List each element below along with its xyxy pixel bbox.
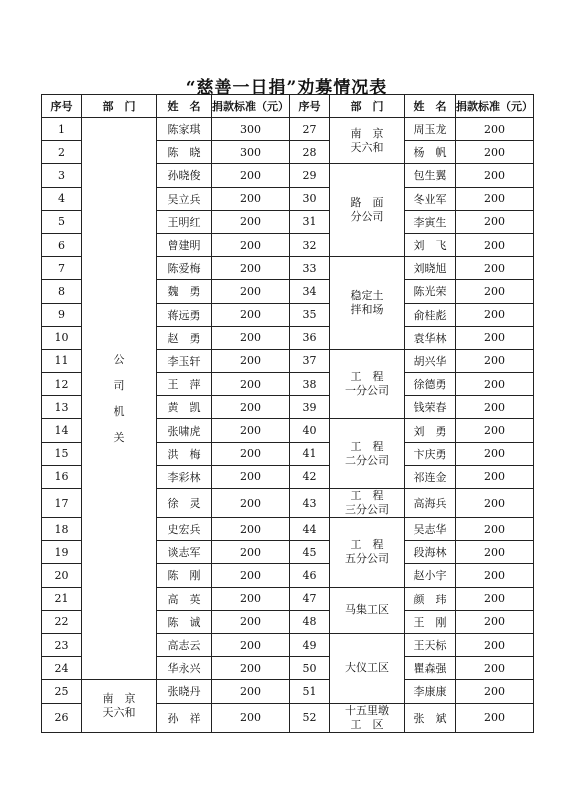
donation-amount: 200 bbox=[212, 373, 290, 396]
donation-amount: 200 bbox=[212, 280, 290, 303]
person-name: 周玉龙 bbox=[405, 118, 456, 141]
person-name: 孙 祥 bbox=[157, 703, 212, 732]
donation-amount: 200 bbox=[456, 233, 534, 256]
person-name: 俞桂彪 bbox=[405, 303, 456, 326]
row-number: 12 bbox=[42, 373, 82, 396]
donation-amount: 200 bbox=[456, 257, 534, 280]
donation-amount: 200 bbox=[212, 257, 290, 280]
donation-amount: 200 bbox=[212, 326, 290, 349]
donation-amount: 200 bbox=[212, 703, 290, 732]
header-dept: 部 门 bbox=[82, 95, 157, 118]
row-number: 10 bbox=[42, 326, 82, 349]
person-name: 赵 勇 bbox=[157, 326, 212, 349]
person-name: 颜 玮 bbox=[405, 587, 456, 610]
donation-amount: 200 bbox=[456, 610, 534, 633]
row-number: 39 bbox=[290, 396, 330, 419]
person-name: 杨 帆 bbox=[405, 141, 456, 164]
donation-amount: 200 bbox=[456, 680, 534, 703]
donation-amount: 200 bbox=[212, 396, 290, 419]
row-number: 51 bbox=[290, 680, 330, 703]
person-name: 陈 诚 bbox=[157, 610, 212, 633]
person-name: 段海林 bbox=[405, 541, 456, 564]
person-name: 袁华林 bbox=[405, 326, 456, 349]
row-number: 1 bbox=[42, 118, 82, 141]
donation-amount: 200 bbox=[212, 564, 290, 587]
row-number: 47 bbox=[290, 587, 330, 610]
donation-amount: 200 bbox=[456, 187, 534, 210]
row-number: 3 bbox=[42, 164, 82, 187]
department-char: 机 bbox=[113, 404, 125, 418]
row-number: 23 bbox=[42, 633, 82, 656]
person-name: 胡兴华 bbox=[405, 349, 456, 372]
donation-amount: 200 bbox=[212, 233, 290, 256]
row-number: 17 bbox=[42, 489, 82, 518]
row-number: 35 bbox=[290, 303, 330, 326]
person-name: 陈 晓 bbox=[157, 141, 212, 164]
donation-amount: 200 bbox=[212, 442, 290, 465]
donation-table bbox=[41, 94, 534, 733]
person-name: 赵小宇 bbox=[405, 564, 456, 587]
donation-amount: 200 bbox=[456, 280, 534, 303]
person-name: 王 萍 bbox=[157, 373, 212, 396]
row-number: 48 bbox=[290, 610, 330, 633]
person-name: 包生翼 bbox=[405, 164, 456, 187]
row-number: 33 bbox=[290, 257, 330, 280]
donation-amount: 200 bbox=[456, 141, 534, 164]
table-row bbox=[42, 118, 534, 141]
person-name: 刘 勇 bbox=[405, 419, 456, 442]
person-name: 钱荣春 bbox=[405, 396, 456, 419]
person-name: 卞庆勇 bbox=[405, 442, 456, 465]
row-number: 41 bbox=[290, 442, 330, 465]
page-title: “慈善一日捐”劝募情况表 bbox=[185, 78, 388, 98]
row-number: 46 bbox=[290, 564, 330, 587]
donation-amount: 200 bbox=[456, 489, 534, 518]
department-cell bbox=[82, 118, 157, 680]
row-number: 13 bbox=[42, 396, 82, 419]
donation-amount: 300 bbox=[212, 118, 290, 141]
department-char: 关 bbox=[113, 430, 125, 444]
department-cell: 工 程 三分公司 bbox=[330, 489, 405, 518]
row-number: 20 bbox=[42, 564, 82, 587]
donation-amount: 200 bbox=[212, 210, 290, 233]
person-name: 吴志华 bbox=[405, 518, 456, 541]
person-name: 吴立兵 bbox=[157, 187, 212, 210]
donation-amount: 200 bbox=[456, 396, 534, 419]
person-name: 李玉轩 bbox=[157, 349, 212, 372]
row-number: 29 bbox=[290, 164, 330, 187]
header-no: 序号 bbox=[290, 95, 330, 118]
department-cell: 工 程 一分公司 bbox=[330, 349, 405, 419]
person-name: 张 斌 bbox=[405, 703, 456, 732]
person-name: 李康康 bbox=[405, 680, 456, 703]
row-number: 15 bbox=[42, 442, 82, 465]
person-name: 瞿森强 bbox=[405, 657, 456, 680]
table-row bbox=[42, 680, 534, 703]
donation-amount: 200 bbox=[212, 657, 290, 680]
row-number: 6 bbox=[42, 233, 82, 256]
row-number: 14 bbox=[42, 419, 82, 442]
donation-amount: 200 bbox=[456, 564, 534, 587]
row-number: 9 bbox=[42, 303, 82, 326]
donation-amount: 200 bbox=[456, 118, 534, 141]
header-amount: 捐款标准（元） bbox=[456, 95, 534, 118]
donation-amount: 200 bbox=[212, 164, 290, 187]
department-cell: 南 京 天六和 bbox=[330, 118, 405, 164]
department-cell: 路 面 分公司 bbox=[330, 164, 405, 257]
header-no: 序号 bbox=[42, 95, 82, 118]
person-name: 谈志军 bbox=[157, 541, 212, 564]
person-name: 王明红 bbox=[157, 210, 212, 233]
person-name: 冬业军 bbox=[405, 187, 456, 210]
person-name: 刘晓旭 bbox=[405, 257, 456, 280]
donation-amount: 200 bbox=[456, 657, 534, 680]
donation-amount: 200 bbox=[212, 541, 290, 564]
donation-amount: 200 bbox=[456, 210, 534, 233]
row-number: 11 bbox=[42, 349, 82, 372]
person-name: 张晓丹 bbox=[157, 680, 212, 703]
person-name: 孙晓俊 bbox=[157, 164, 212, 187]
donation-amount: 200 bbox=[212, 489, 290, 518]
person-name: 洪 梅 bbox=[157, 442, 212, 465]
row-number: 16 bbox=[42, 465, 82, 488]
row-number: 26 bbox=[42, 703, 82, 732]
row-number: 28 bbox=[290, 141, 330, 164]
row-number: 7 bbox=[42, 257, 82, 280]
person-name: 祁连金 bbox=[405, 465, 456, 488]
department-cell: 大仪工区 bbox=[330, 633, 405, 703]
donation-amount: 200 bbox=[212, 303, 290, 326]
header-name: 姓 名 bbox=[405, 95, 456, 118]
person-name: 魏 勇 bbox=[157, 280, 212, 303]
person-name: 陈 刚 bbox=[157, 564, 212, 587]
row-number: 38 bbox=[290, 373, 330, 396]
row-number: 49 bbox=[290, 633, 330, 656]
person-name: 陈光荣 bbox=[405, 280, 456, 303]
person-name: 李寅生 bbox=[405, 210, 456, 233]
department-cell: 马集工区 bbox=[330, 587, 405, 633]
row-number: 31 bbox=[290, 210, 330, 233]
person-name: 陈爱梅 bbox=[157, 257, 212, 280]
table-body bbox=[42, 118, 534, 733]
department-cell: 稳定土 拌和场 bbox=[330, 257, 405, 350]
person-name: 张啸虎 bbox=[157, 419, 212, 442]
row-number: 22 bbox=[42, 610, 82, 633]
person-name: 高 英 bbox=[157, 587, 212, 610]
row-number: 45 bbox=[290, 541, 330, 564]
donation-amount: 200 bbox=[456, 518, 534, 541]
person-name: 刘 飞 bbox=[405, 233, 456, 256]
row-number: 4 bbox=[42, 187, 82, 210]
department-char: 公 bbox=[113, 352, 125, 366]
donation-amount: 200 bbox=[456, 326, 534, 349]
row-number: 40 bbox=[290, 419, 330, 442]
donation-amount: 200 bbox=[456, 587, 534, 610]
row-number: 44 bbox=[290, 518, 330, 541]
row-number: 34 bbox=[290, 280, 330, 303]
header-name: 姓 名 bbox=[157, 95, 212, 118]
row-number: 30 bbox=[290, 187, 330, 210]
donation-amount: 200 bbox=[212, 680, 290, 703]
person-name: 王 刚 bbox=[405, 610, 456, 633]
donation-amount: 200 bbox=[456, 373, 534, 396]
donation-amount: 200 bbox=[456, 442, 534, 465]
header-row bbox=[42, 95, 534, 118]
donation-amount: 200 bbox=[456, 465, 534, 488]
donation-amount: 200 bbox=[212, 187, 290, 210]
row-number: 18 bbox=[42, 518, 82, 541]
person-name: 陈家琪 bbox=[157, 118, 212, 141]
row-number: 37 bbox=[290, 349, 330, 372]
person-name: 徐 灵 bbox=[157, 489, 212, 518]
row-number: 8 bbox=[42, 280, 82, 303]
donation-amount: 200 bbox=[212, 633, 290, 656]
row-number: 43 bbox=[290, 489, 330, 518]
row-number: 50 bbox=[290, 657, 330, 680]
donation-amount: 200 bbox=[456, 419, 534, 442]
person-name: 李彩林 bbox=[157, 465, 212, 488]
person-name: 高志云 bbox=[157, 633, 212, 656]
person-name: 蒋远勇 bbox=[157, 303, 212, 326]
donation-amount: 200 bbox=[212, 465, 290, 488]
row-number: 2 bbox=[42, 141, 82, 164]
person-name: 黄 凯 bbox=[157, 396, 212, 419]
header-amount: 捐款标准（元） bbox=[212, 95, 290, 118]
person-name: 高海兵 bbox=[405, 489, 456, 518]
donation-amount: 200 bbox=[212, 610, 290, 633]
department-cell: 工 程 二分公司 bbox=[330, 419, 405, 489]
row-number: 32 bbox=[290, 233, 330, 256]
department-char: 司 bbox=[113, 378, 125, 392]
donation-amount: 200 bbox=[212, 587, 290, 610]
donation-amount: 200 bbox=[456, 349, 534, 372]
person-name: 徐德勇 bbox=[405, 373, 456, 396]
department-cell: 南 京 天六和 bbox=[82, 680, 157, 732]
person-name: 华永兴 bbox=[157, 657, 212, 680]
donation-amount: 200 bbox=[212, 518, 290, 541]
row-number: 21 bbox=[42, 587, 82, 610]
donation-amount: 200 bbox=[212, 419, 290, 442]
row-number: 36 bbox=[290, 326, 330, 349]
row-number: 19 bbox=[42, 541, 82, 564]
department-cell: 十五里墩 工 区 bbox=[330, 703, 405, 732]
donation-amount: 300 bbox=[212, 141, 290, 164]
header-dept: 部 门 bbox=[330, 95, 405, 118]
person-name: 史宏兵 bbox=[157, 518, 212, 541]
row-number: 5 bbox=[42, 210, 82, 233]
donation-amount: 200 bbox=[456, 633, 534, 656]
donation-amount: 200 bbox=[456, 164, 534, 187]
row-number: 24 bbox=[42, 657, 82, 680]
donation-amount: 200 bbox=[212, 349, 290, 372]
donation-amount: 200 bbox=[456, 303, 534, 326]
donation-amount: 200 bbox=[456, 703, 534, 732]
row-number: 52 bbox=[290, 703, 330, 732]
person-name: 曾建明 bbox=[157, 233, 212, 256]
row-number: 42 bbox=[290, 465, 330, 488]
person-name: 王天标 bbox=[405, 633, 456, 656]
row-number: 27 bbox=[290, 118, 330, 141]
row-number: 25 bbox=[42, 680, 82, 703]
donation-amount: 200 bbox=[456, 541, 534, 564]
department-cell: 工 程 五分公司 bbox=[330, 518, 405, 588]
